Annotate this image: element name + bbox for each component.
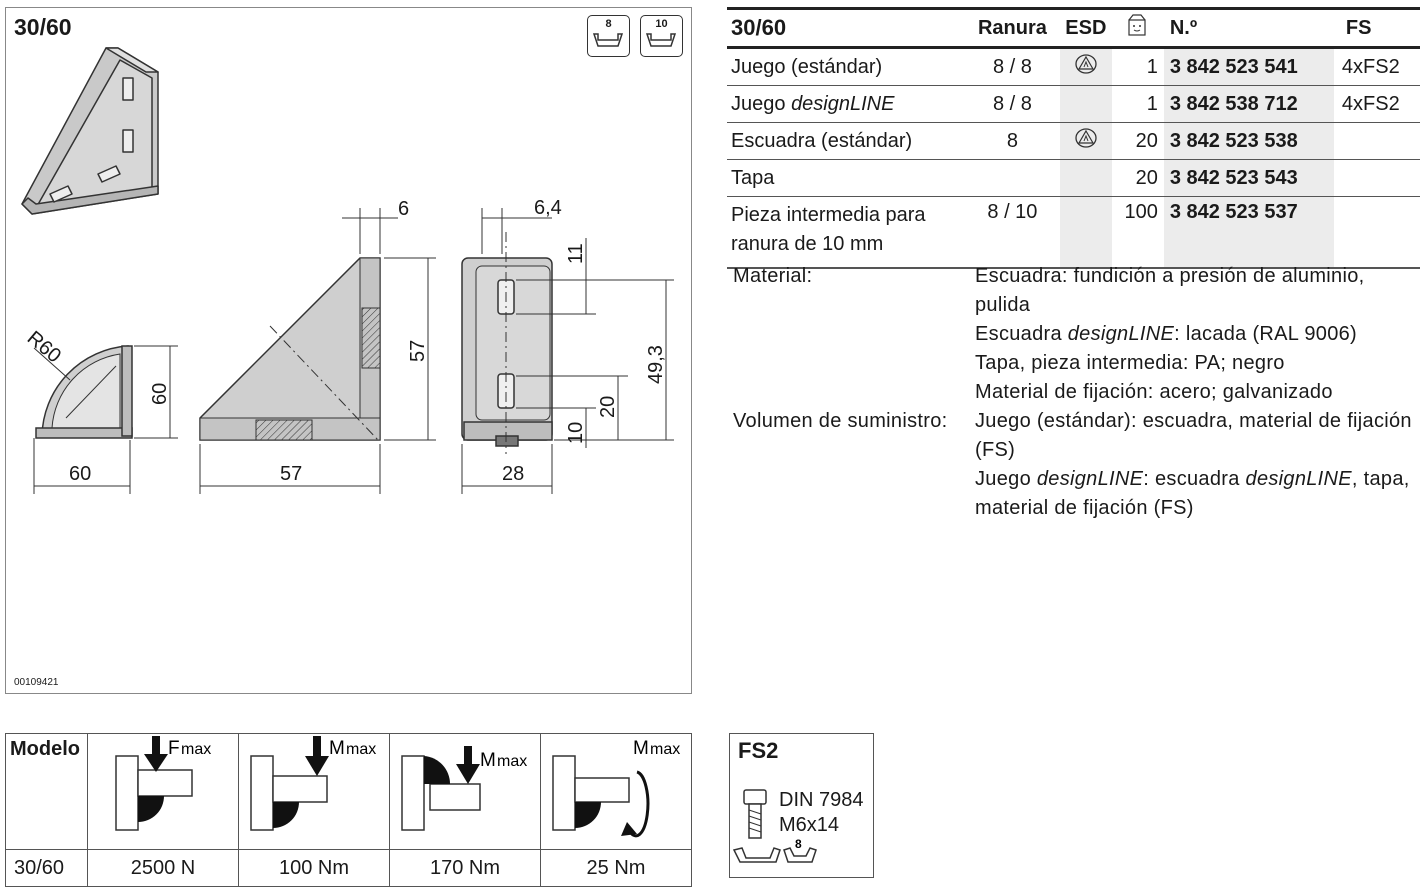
slot-8-icon xyxy=(587,15,630,57)
dim-57-height: 57 xyxy=(407,339,429,362)
load-value: 2500 N xyxy=(88,850,239,887)
esd-empty xyxy=(1060,197,1112,269)
row-fs: 4xFS2 xyxy=(1334,86,1420,123)
load-value: 25 Nm xyxy=(541,850,692,887)
material-line: Escuadra: fundición a presión de aluminio, pulida xyxy=(975,265,1365,316)
header-name: 30/60 xyxy=(727,9,965,48)
load-symbol: M xyxy=(480,750,496,771)
esd-icon xyxy=(1060,123,1112,160)
load-sub: max xyxy=(346,741,377,758)
row-fs xyxy=(1334,197,1420,269)
load-mmax-2 xyxy=(390,734,541,850)
load-mmax-1-diagram xyxy=(239,734,389,838)
row-ranura: 8 / 8 xyxy=(965,86,1060,123)
load-table xyxy=(5,733,692,887)
dim-49-3: 49,3 xyxy=(645,345,667,384)
row-part-number: 3 842 523 543 xyxy=(1164,160,1334,197)
load-value-row xyxy=(6,850,692,887)
dim-11: 11 xyxy=(565,243,587,264)
load-mmax-1 xyxy=(239,734,390,850)
isometric-bracket-view xyxy=(22,48,158,214)
supply-label: Volumen de suministro: xyxy=(733,410,948,432)
dim-6: 6 xyxy=(398,198,410,220)
dim-10: 10 xyxy=(565,421,587,444)
front-view-57 xyxy=(200,258,380,440)
table-row xyxy=(727,86,1420,123)
row-name: Juego designLINE xyxy=(727,86,965,123)
row-fs xyxy=(1334,160,1420,197)
supply-line: Juego designLINE: escuadra designLINE, tapa, material de fijación (FS) xyxy=(975,468,1410,519)
fs2-title: FS2 xyxy=(738,738,779,763)
row-part-number: 3 842 538 712 xyxy=(1164,86,1334,123)
load-fmax-diagram xyxy=(88,734,238,838)
load-header-row xyxy=(6,734,692,850)
dim-57-width: 57 xyxy=(280,463,303,485)
technical-drawings xyxy=(6,8,693,695)
dim-60-height: 60 xyxy=(149,382,171,405)
table-row xyxy=(727,123,1420,160)
dim-20: 20 xyxy=(597,395,619,418)
load-value: 100 Nm xyxy=(239,850,390,887)
row-ranura: 8 / 8 xyxy=(965,48,1060,86)
model-label: Modelo xyxy=(6,734,88,850)
esd-icon xyxy=(1060,48,1112,86)
load-sub: max xyxy=(497,753,528,770)
load-value: 170 Nm xyxy=(390,850,541,887)
package-icon xyxy=(1112,9,1164,48)
load-fmax xyxy=(88,734,239,850)
header-ranura: Ranura xyxy=(965,9,1060,48)
model-value: 30/60 xyxy=(6,850,88,887)
slot-10-icon xyxy=(640,15,683,57)
end-view-28 xyxy=(462,232,552,454)
table-row xyxy=(727,160,1420,197)
material-line: Tapa, pieza intermedia: PA; negro xyxy=(975,352,1285,374)
header-esd: ESD xyxy=(1060,9,1112,48)
header-fs: FS xyxy=(1334,9,1420,48)
header-nr: N.º xyxy=(1164,9,1334,48)
material-line: Escuadra designLINE: lacada (RAL 9006) xyxy=(975,323,1357,345)
material-row xyxy=(733,262,1413,407)
row-qty: 100 xyxy=(1112,197,1164,269)
fs2-line: M6x14 xyxy=(779,814,840,836)
row-name: Escuadra (estándar) xyxy=(727,123,965,160)
dim-60-width: 60 xyxy=(69,463,92,485)
esd-empty xyxy=(1060,86,1112,123)
load-mmax-2-diagram xyxy=(390,734,540,838)
fs2-box xyxy=(729,733,874,878)
load-symbol: M xyxy=(633,738,649,759)
load-symbol: M xyxy=(329,738,345,759)
slot-icon-label: 8 xyxy=(605,18,612,30)
row-qty: 20 xyxy=(1112,123,1164,160)
row-qty: 1 xyxy=(1112,86,1164,123)
product-table xyxy=(727,7,1420,269)
row-ranura: 8 xyxy=(965,123,1060,160)
esd-empty xyxy=(1060,160,1112,197)
slot-icon-label: 10 xyxy=(655,18,668,30)
dim-28: 28 xyxy=(502,463,525,485)
row-part-number: 3 842 523 537 xyxy=(1164,197,1334,269)
drawing-code: 00109421 xyxy=(14,677,59,688)
panel-title: 30/60 xyxy=(14,14,72,40)
material-text xyxy=(975,262,1413,407)
row-ranura xyxy=(965,160,1060,197)
row-fs: 4xFS2 xyxy=(1334,48,1420,86)
fs2-din xyxy=(779,788,864,838)
table-row xyxy=(727,197,1420,269)
row-part-number: 3 842 523 541 xyxy=(1164,48,1334,86)
row-name: Tapa xyxy=(727,160,965,197)
supply-line: Juego (estándar): escuadra, material de fijación (FS) xyxy=(975,410,1412,461)
load-symbol: F xyxy=(168,738,180,759)
load-mmax-3 xyxy=(541,734,692,850)
row-name: Juego (estándar) xyxy=(727,48,965,86)
material-label: Material: xyxy=(733,265,813,287)
row-name: Pieza intermedia para ranura de 10 mm xyxy=(727,197,965,269)
material-section xyxy=(733,262,1413,523)
row-qty: 1 xyxy=(1112,48,1164,86)
row-part-number: 3 842 523 538 xyxy=(1164,123,1334,160)
drawing-panel xyxy=(5,7,692,694)
row-fs xyxy=(1334,123,1420,160)
row-name-italic: designLINE xyxy=(791,92,895,115)
fs2-slot: 8 xyxy=(795,837,802,851)
row-qty: 20 xyxy=(1112,160,1164,197)
material-line: Material de fijación: acero; galvanizado xyxy=(975,381,1333,403)
supply-row xyxy=(733,407,1413,523)
load-sub: max xyxy=(650,741,681,758)
fs2-line: DIN 7984 xyxy=(779,789,864,811)
dim-r60: R60 xyxy=(22,326,66,368)
row-ranura: 8 / 10 xyxy=(965,197,1060,269)
table-header-row xyxy=(727,9,1420,48)
load-sub: max xyxy=(181,741,212,758)
table-row xyxy=(727,48,1420,86)
dim-6-4: 6,4 xyxy=(534,197,562,219)
supply-text xyxy=(975,407,1413,523)
load-mmax-3-diagram xyxy=(541,734,691,838)
